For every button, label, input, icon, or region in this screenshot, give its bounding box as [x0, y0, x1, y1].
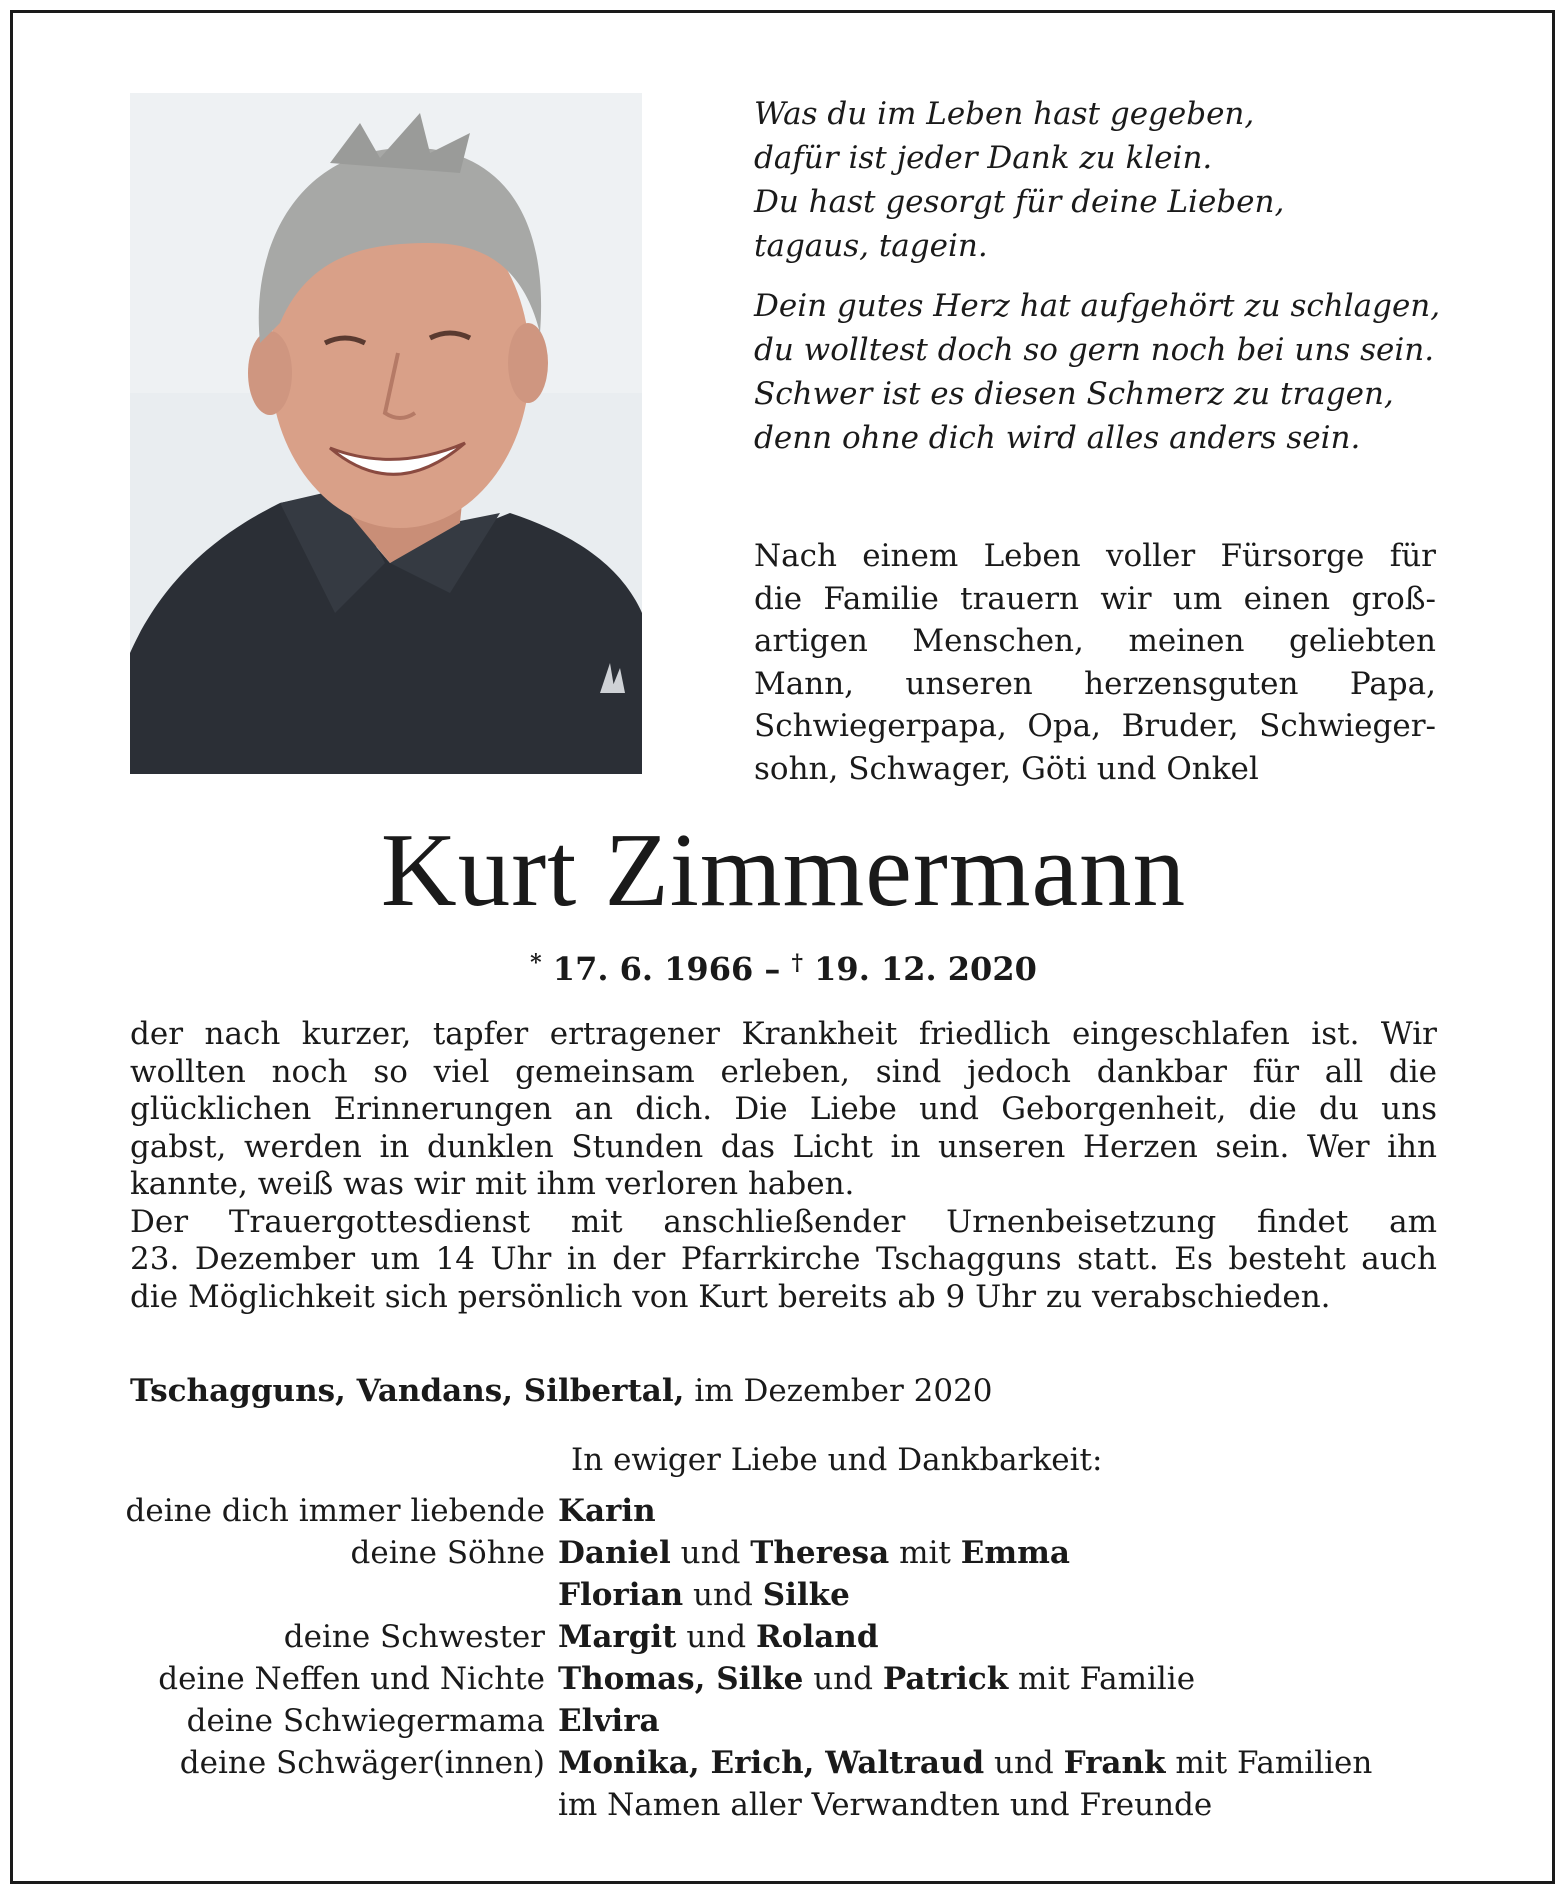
mourner-names [558, 1532, 1070, 1574]
mourner-relation: deine Schwäger(innen) [179, 1745, 545, 1781]
body-line: Der Trauergottesdienst mit anschließender Urnenbeisetzung findet am [130, 1203, 1437, 1240]
closing-line: In ewiger Liebe und Dankbarkeit: [571, 1442, 1103, 1478]
body-line: die Möglichkeit sich persönlich von Kurt bereits ab 9 Uhr zu verabschieden. [130, 1278, 1331, 1315]
mourner-name: Theresa [750, 1535, 890, 1571]
mourner-names [558, 1658, 1195, 1700]
mourner-name: Margit [558, 1619, 677, 1655]
mourner-name: Elvira [558, 1703, 660, 1739]
body-line: 23. Dezember um 14 Uhr in der Pfarrkirche Tschagguns statt. Es besteht auch [130, 1241, 1437, 1277]
mourner-connector: mit Familien [1165, 1745, 1373, 1781]
mourner-names [558, 1616, 879, 1658]
mourner-name: Patrick [882, 1661, 1009, 1697]
mourner-connector: mit [889, 1535, 961, 1571]
mourners-list [60, 1490, 1520, 1826]
mourner-row [60, 1700, 1520, 1742]
mourner-names [558, 1700, 660, 1742]
mourner-name: Karin [558, 1493, 656, 1529]
mourner-names [558, 1490, 656, 1532]
mourner-relation: deine Schwiegermama [186, 1703, 545, 1739]
mourner-name: Emma [960, 1535, 1071, 1571]
poem-line: Was du im Leben hast gegeben, [754, 96, 1255, 132]
mourner-name: Thomas, Silke [558, 1661, 804, 1697]
place-date: im Dezember 2020 [684, 1373, 993, 1409]
poem-line: Du hast gesorgt für deine Lieben, [754, 184, 1285, 220]
mourner-connector: und [984, 1745, 1064, 1781]
intro-line: Mann, unseren herzensguten Papa, [754, 665, 1436, 702]
body-line: der nach kurzer, tapfer ertragener Krankheit friedlich eingeschlafen ist. Wir [130, 1016, 1437, 1052]
birth-symbol: * [530, 950, 542, 976]
body-line: kannte, weiß was wir mit ihm verloren haben. [130, 1166, 855, 1202]
mourner-name: Florian [558, 1577, 684, 1613]
poem-line: dafür ist jeder Dank zu klein. [754, 140, 1213, 176]
mourner-relation: deine Söhne [350, 1535, 545, 1571]
mourner-relation: deine dich immer liebende [125, 1493, 545, 1529]
mourner-connector: und [676, 1619, 756, 1655]
poem-line: tagaus, tagein. [754, 228, 988, 264]
mourner-names [558, 1742, 1372, 1784]
mourner-row [60, 1742, 1520, 1784]
mourner-relation: deine Schwester [283, 1619, 545, 1655]
body-line: glücklichen Erinnerungen an dich. Die Liebe und Geborgenheit, die du uns [130, 1091, 1437, 1127]
intro-line: Schwiegerpapa, Opa, Bruder, Schwieger- [754, 708, 1436, 744]
date-dash: – [764, 950, 781, 988]
body-line: gabst, werden in dunklen Stunden das Licht in unseren Herzen sein. Wer ihn [130, 1128, 1437, 1165]
intro-line: artigen Menschen, meinen geliebten [754, 623, 1436, 659]
mourner-names [558, 1574, 850, 1616]
mourner-name: Frank [1063, 1745, 1166, 1781]
mourner-name: Roland [756, 1619, 879, 1655]
intro-text [754, 535, 1436, 790]
mourner-connector: und [803, 1661, 883, 1697]
mourner-connector: im Namen aller Verwandten und Freunde [558, 1787, 1213, 1823]
intro-line: die Familie trauern wir um einen groß- [754, 580, 1436, 617]
poem-line: denn ohne dich wird alles anders sein. [754, 420, 1361, 456]
poem-line: du wolltest doch so gern noch bei uns sein. [754, 332, 1435, 368]
mourner-connector: mit Familie [1008, 1661, 1196, 1697]
place-and-date [130, 1371, 993, 1411]
mourner-row [60, 1784, 1520, 1826]
portrait-photo [130, 93, 642, 774]
poem-line: Dein gutes Herz hat aufgehört zu schlagen, [754, 288, 1441, 324]
poem-stanza-2 [754, 284, 1474, 460]
body-text [130, 1016, 1437, 1316]
death-symbol: † [791, 950, 804, 976]
mourner-row [60, 1574, 1520, 1616]
intro-line: sohn, Schwager, Göti und Onkel [754, 750, 1259, 787]
mourner-row [60, 1532, 1520, 1574]
mourner-connector: und [683, 1577, 763, 1613]
death-date: 19. 12. 2020 [814, 950, 1037, 988]
mourner-relation: deine Neffen und Nichte [158, 1661, 545, 1697]
mourner-name: Monika, Erich, Waltraud [558, 1745, 985, 1781]
body-line: wollten noch so viel gemeinsam erleben, sind jedoch dankbar für all die [130, 1053, 1437, 1090]
deceased-name: Kurt Zimmermann [380, 811, 1187, 928]
mourner-relation [60, 1784, 558, 1826]
mourner-row [60, 1490, 1520, 1532]
portrait-illustration [130, 93, 642, 774]
mourner-name: Daniel [558, 1535, 671, 1571]
life-dates [0, 943, 1567, 989]
mourner-names [558, 1784, 1212, 1826]
mourner-row [60, 1658, 1520, 1700]
mourner-relation [60, 1574, 558, 1616]
mourner-name: Silke [762, 1577, 850, 1613]
memorial-poem [754, 92, 1474, 476]
poem-stanza-1 [754, 92, 1474, 268]
mourner-connector: und [670, 1535, 751, 1571]
place-towns: Tschagguns, Vandans, Silbertal, [130, 1373, 685, 1409]
intro-line: Nach einem Leben voller Fürsorge für [754, 538, 1436, 574]
birth-date: 17. 6. 1966 [552, 950, 754, 988]
poem-line: Schwer ist es diesen Schmerz zu tragen, [754, 376, 1394, 412]
mourner-row [60, 1616, 1520, 1658]
